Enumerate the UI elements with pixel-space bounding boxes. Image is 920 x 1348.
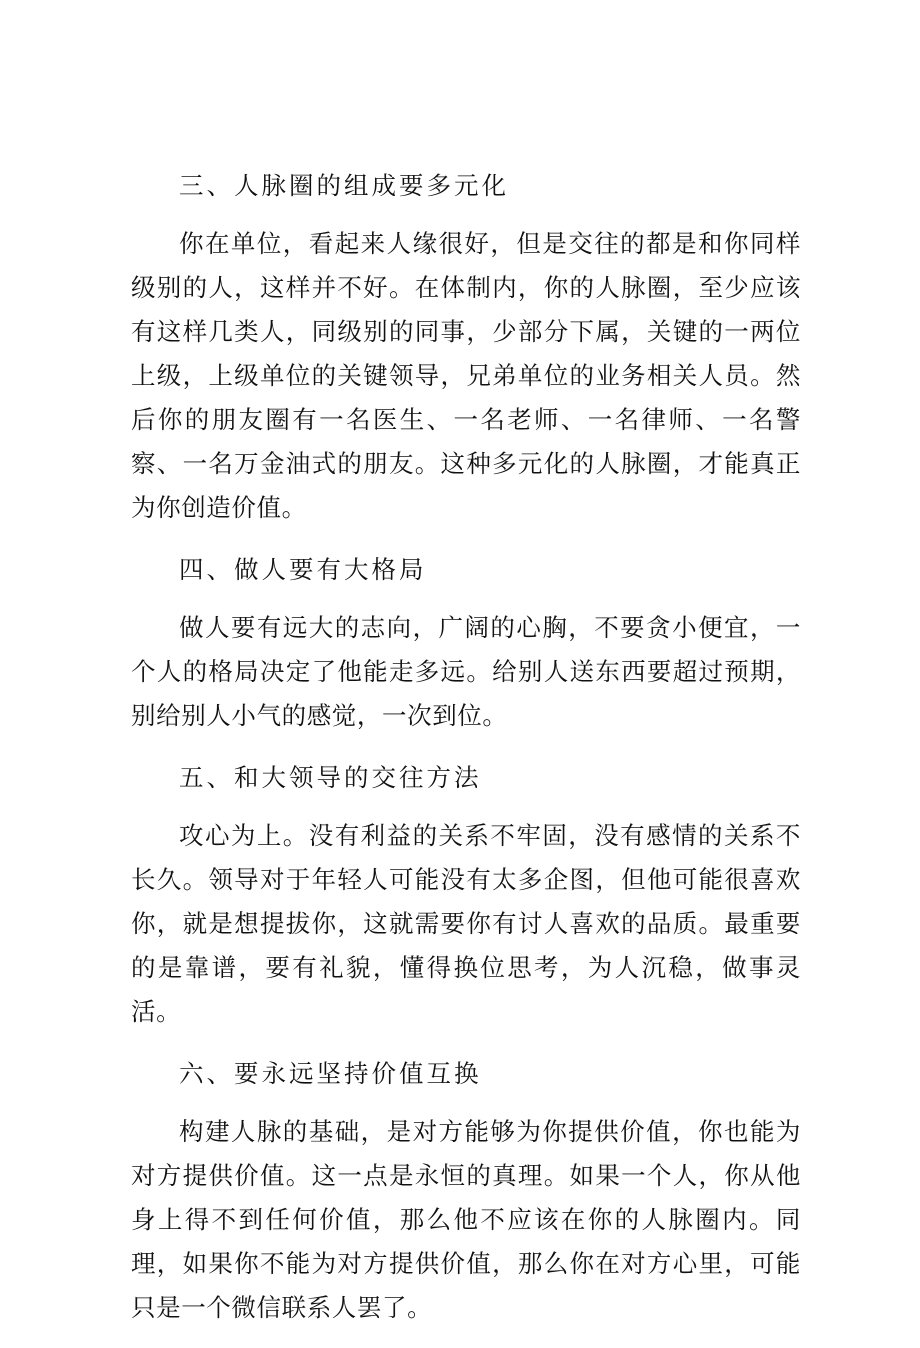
- section-paragraph: 攻心为上。没有利益的关系不牢固，没有感情的关系不长久。领导对于年轻人可能没有太多企图，但他可能很喜欢你，就是想提拔你，这就需要你有讨人喜欢的品质。最重要的是靠谱，要有礼貌，懂得换位思考，为人沉稳，做事灵活。: [131, 821, 801, 1026]
- section-paragraph: 做人要有远大的志向，广阔的心胸，不要贪小便宜，一个人的格局决定了他能走多远。给别人送东西要超过预期，别给别人小气的感觉，一次到位。: [131, 613, 801, 730]
- section-heading: 四、做人要有大格局: [179, 555, 427, 584]
- section-heading: 三、人脉圈的组成要多元化: [179, 171, 509, 200]
- section-heading: 六、要永远坚持价值互换: [179, 1059, 482, 1088]
- section-paragraph: 你在单位，看起来人缘很好，但是交往的都是和你同样级别的人，这样并不好。在体制内，你的人脉圈，至少应该有这样几类人，同级别的同事，少部分下属，关键的一两位上级，上级单位的关键领导，兄弟单位的业务相关人员。然后你的朋友圈有一名医生、一名老师、一名律师、一名警察、一名万金油式的朋友。这种多元化的人脉圈，才能真正为你创造价值。: [131, 229, 801, 522]
- section-5: [131, 756, 801, 1034]
- section-6: [131, 1052, 801, 1330]
- section-heading: 五、和大领导的交往方法: [179, 763, 482, 792]
- document-body: [131, 160, 801, 1348]
- section-4: [131, 548, 801, 738]
- section-3: [131, 164, 801, 530]
- section-paragraph: 构建人脉的基础，是对方能够为你提供价值，你也能为对方提供价值。这一点是永恒的真理。如果一个人，你从他身上得不到任何价值，那么他不应该在你的人脉圈内。同理，如果你不能为对方提供价值，那么你在对方心里，可能只是一个微信联系人罢了。: [131, 1117, 801, 1322]
